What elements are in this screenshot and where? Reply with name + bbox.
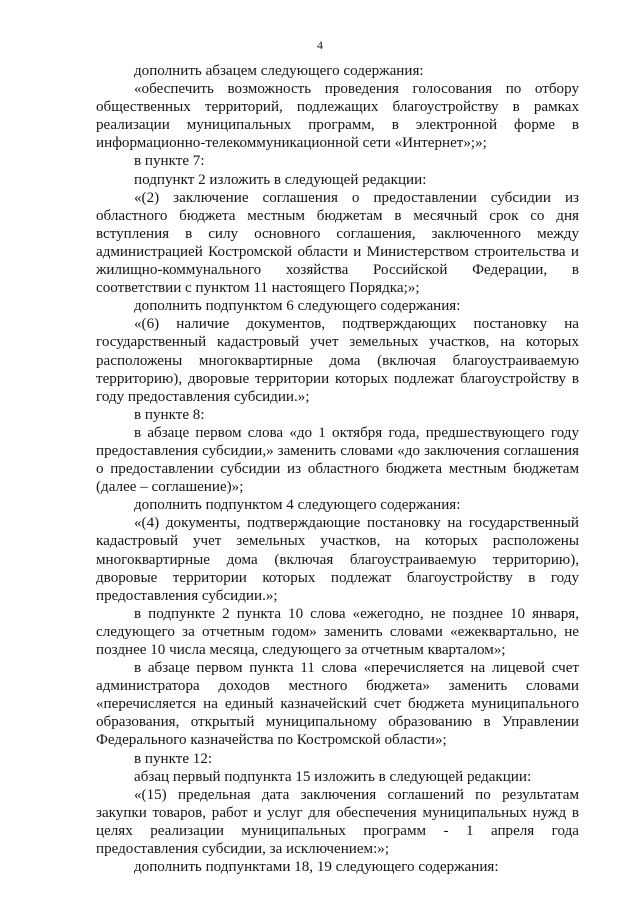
paragraph-voting-provision: «обеспечить возможность проведения голосования по отбору общественных территорий, подлежащих благоустройству в рамках реализации муниципальных программ, в электронной форме в информационно-телекоммуникационной сети «Интернет»;»; (96, 81, 579, 152)
paragraph-subpoint-4-text: «(4) документы, подтверждающие постановку на государственный кадастровый учет земельных участков, на которых расположены многоквартирные дома (включая благоустраиваемую территорию), дворовые территории которых подлежат благоустройству в году предоставления субсидии.»; (96, 515, 579, 604)
paragraph-point-7-heading: в пункте 7: (134, 153, 205, 170)
paragraph-point-8-heading: в пункте 8: (134, 406, 205, 423)
paragraph-subpoint-6-intro: дополнить подпунктом 6 следующего содержания: (134, 298, 461, 315)
paragraph-subpoint-15-intro: абзац первый подпункта 15 изложить в следующей редакции: (134, 768, 532, 785)
paragraph-subpoint-15-text: «(15) предельная дата заключения соглашений по результатам закупки товаров, работ и услуг для обеспечения муниципальных нужд в целях реализации муниципальных программ - 1 апреля года предоставления субсидии, за исключением:»; (96, 786, 579, 858)
page-number: 4 (317, 38, 323, 52)
paragraph-point-8-first-abzac: в абзаце первом слова «до 1 октября года, предшествующего году предоставления субсидии,» заменить словами «до заключения соглашения о предоставлении субсидии из областного бюджета местным бюджетам (далее – соглашение)»; (96, 424, 579, 496)
paragraph-subpoints-18-19-intro: дополнить подпунктами 18, 19 следующего содержания: (134, 859, 499, 876)
paragraph-subpoint-4-intro: дополнить подпунктом 4 следующего содержания: (134, 497, 461, 514)
paragraph-add-paragraph-intro: дополнить абзацем следующего содержания: (134, 63, 424, 79)
paragraph-point-11-change: в абзаце первом пункта 11 слова «перечисляется на лицевой счет администратора доходов местного бюджета» заменить словами «перечисляется на единый казначейский счет бюджета муниципального образования, открытый муниципальному образованию в Управлении Федерального казначейства по Костромской области»; (96, 660, 579, 749)
paragraph-point-12-heading: в пункте 12: (134, 750, 213, 767)
paragraph-subpoint-2-intro: подпункт 2 изложить в следующей редакции: (134, 171, 427, 188)
document-body (96, 62, 579, 876)
paragraph-subpoint-2-text: «(2) заключение соглашения о предоставлении субсидии из областного бюджета местным бюджетам в месячный срок со дня вступления в силу основного соглашения, заключенного между администрацией Костромской области и Министерством строительства и жилищно-коммунального хозяйства Российской Федерации, в соответствии с пунктом 11 настоящего Порядка;»; (96, 189, 579, 297)
paragraph-point-10-change: в подпункте 2 пункта 10 слова «ежегодно, не позднее 10 января, следующего за отчетным годом» заменить словами «ежеквартально, не позднее 10 числа месяца, следующего за отчетным кварталом»; (96, 605, 579, 658)
paragraph-subpoint-6-text: «(6) наличие документов, подтверждающих постановку на государственный кадастровый учет земельных участков, на которых расположены многоквартирные дома (включая благоустраиваемую территорию), дворовые территории которых подлежат благоустройству в году предоставления субсидии.»; (96, 316, 579, 405)
